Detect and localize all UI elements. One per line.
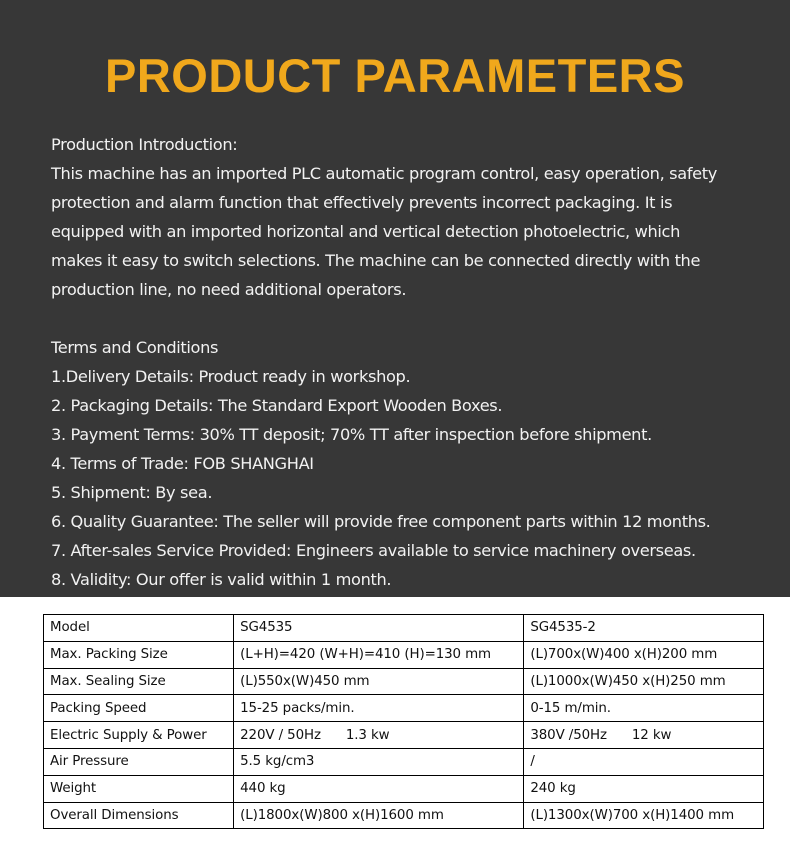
table-cell-sg4535: 440 kg <box>234 775 524 802</box>
table-row <box>44 722 764 749</box>
terms-item: 7. After-sales Service Provided: Engineers available to service machinery overseas. <box>51 541 696 560</box>
intro-line: makes it easy to switch selections. The machine can be connected directly with the <box>51 251 701 270</box>
table-cell-sg4535: SG4535 <box>234 615 524 642</box>
page-title: PRODUCT PARAMETERS <box>105 49 685 102</box>
production-introduction <box>51 130 761 304</box>
table-cell-sg4535-2: 0-15 m/min. <box>524 695 764 722</box>
table-cell-label: Packing Speed <box>44 695 234 722</box>
table-cell-label: Overall Dimensions <box>44 802 234 829</box>
terms-item: 8. Validity: Our offer is valid within 1 month. <box>51 570 392 589</box>
table-cell-label: Max. Sealing Size <box>44 668 234 695</box>
terms-item: 1.Delivery Details: Product ready in workshop. <box>51 367 411 386</box>
table-cell-sg4535: 15-25 packs/min. <box>234 695 524 722</box>
table-cell-sg4535: (L+H)=420 (W+H)=410 (H)=130 mm <box>234 641 524 668</box>
table-cell-sg4535-2: 380V /50Hz 12 kw <box>524 722 764 749</box>
terms-item: 3. Payment Terms: 30% TT deposit; 70% TT after inspection before shipment. <box>51 425 652 444</box>
table-row <box>44 615 764 642</box>
table-cell-label: Max. Packing Size <box>44 641 234 668</box>
intro-line: equipped with an imported horizontal and vertical detection photoelectric, which <box>51 222 680 241</box>
intro-line: protection and alarm function that effectively prevents incorrect packaging. It is <box>51 193 673 212</box>
terms-item: 6. Quality Guarantee: The seller will provide free component parts within 12 months. <box>51 512 711 531</box>
table-cell-sg4535-2: / <box>524 748 764 775</box>
terms-item: 2. Packaging Details: The Standard Export Wooden Boxes. <box>51 396 503 415</box>
table-cell-label: Model <box>44 615 234 642</box>
table-cell-sg4535-2: SG4535-2 <box>524 615 764 642</box>
table-cell-sg4535-2: (L)1300x(W)700 x(H)1400 mm <box>524 802 764 829</box>
table-row <box>44 695 764 722</box>
table-cell-sg4535: (L)1800x(W)800 x(H)1600 mm <box>234 802 524 829</box>
table-row <box>44 802 764 829</box>
terms-list <box>51 362 771 594</box>
terms-item: 5. Shipment: By sea. <box>51 483 213 502</box>
terms-and-conditions <box>51 333 771 594</box>
table-row <box>44 641 764 668</box>
table-cell-sg4535: 5.5 kg/cm3 <box>234 748 524 775</box>
terms-item: 4. Terms of Trade: FOB SHANGHAI <box>51 454 314 473</box>
parameters-table <box>43 614 764 829</box>
table-cell-label: Electric Supply & Power <box>44 722 234 749</box>
intro-heading: Production Introduction: <box>51 135 238 154</box>
terms-heading: Terms and Conditions <box>51 338 219 357</box>
table-cell-sg4535-2: 240 kg <box>524 775 764 802</box>
intro-line: This machine has an imported PLC automatic program control, easy operation, safety <box>51 164 718 183</box>
table-cell-label: Weight <box>44 775 234 802</box>
table-cell-sg4535: 220V / 50Hz 1.3 kw <box>234 722 524 749</box>
table-cell-sg4535: (L)550x(W)450 mm <box>234 668 524 695</box>
intro-line: production line, no need additional operators. <box>51 280 407 299</box>
table-row <box>44 748 764 775</box>
table-cell-sg4535-2: (L)700x(W)400 x(H)200 mm <box>524 641 764 668</box>
table-cell-label: Air Pressure <box>44 748 234 775</box>
table-row <box>44 775 764 802</box>
table-cell-sg4535-2: (L)1000x(W)450 x(H)250 mm <box>524 668 764 695</box>
table-row <box>44 668 764 695</box>
